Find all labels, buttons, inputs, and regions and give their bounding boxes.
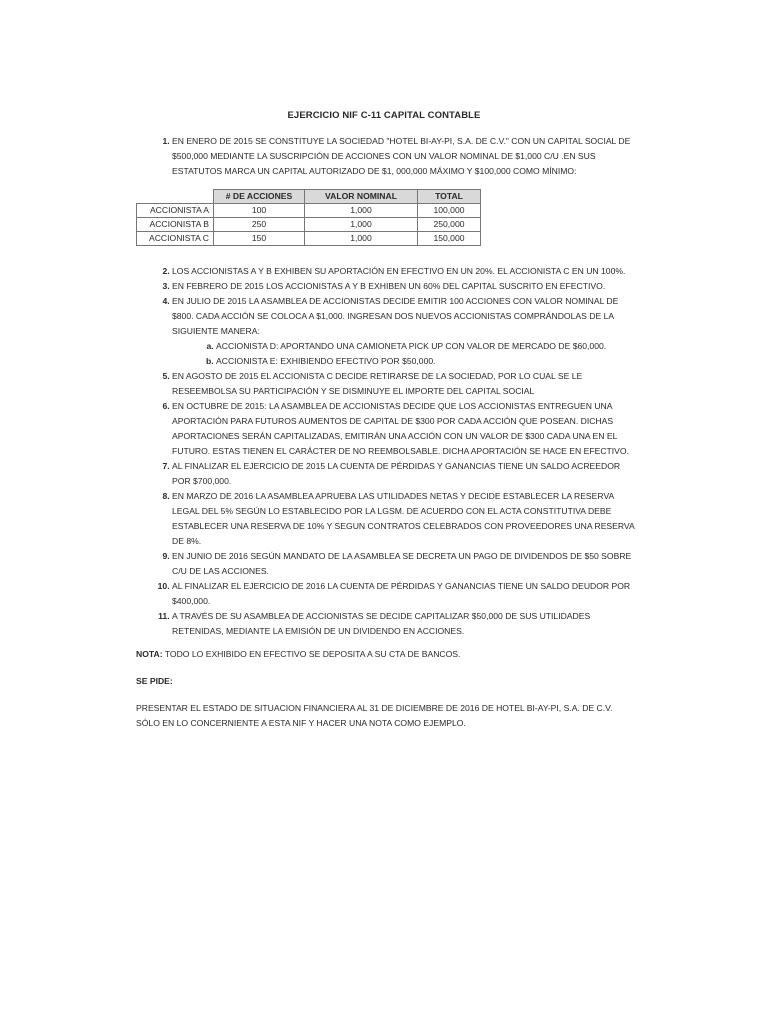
table-cell: 150,000 xyxy=(418,232,481,246)
table-cell: ACCIONISTA B xyxy=(137,218,214,232)
document-body xyxy=(136,134,636,731)
table-cell: 1,000 xyxy=(305,218,418,232)
table-header: TOTAL xyxy=(418,190,481,204)
sub-list-item: b. ACCIONISTA E: EXHIBIENDO EFECTIVO POR $50,000. xyxy=(216,354,636,369)
list-item: 9. EN JUNIO DE 2016 SEGÚN MANDATO DE LA ASAMBLEA SE DECRETA UN PAGO DE DIVIDENDOS DE $50 SOBRE C/U DE LAS ACCIONES. xyxy=(172,549,636,579)
item-text: EN ENERO DE 2015 SE CONSTITUYE LA SOCIEDAD "HOTEL BI-AY-PI, S.A. DE C.V." CON UN CAPITAL SOCIAL DE $500,000 MEDIANTE LA SUSCRIPCIÓN DE ACCIONES CON UN VALOR NOMINAL DE $1,000 C/U .EN SUS ESTATUTOS MARCA UN CAPITAL AUTORIZADO DE $1, 000,000 MÁXIMO Y $100,000 COMO MÍNIMO: xyxy=(172,136,631,176)
item-text: EN JULIO DE 2015 LA ASAMBLEA DE ACCIONISTAS DECIDE EMITIR 100 ACCIONES CON VALOR NOMINAL DE $800. CADA ACCIÓN SE COLOCA A $1,000. INGRESAN DOS NUEVOS ACCIONISTAS COMPRÁNDOLAS DE LA SIGUIENTE MANERA: xyxy=(172,296,619,336)
table-cell: 250,000 xyxy=(418,218,481,232)
table-header: # DE ACCIONES xyxy=(214,190,305,204)
table-corner xyxy=(137,190,214,204)
table-cell: 100,000 xyxy=(418,204,481,218)
shareholder-table xyxy=(136,189,481,246)
list-item: 5. EN AGOSTO DE 2015 EL ACCIONISTA C DECIDE RETIRARSE DE LA SOCIEDAD, POR LO CUAL SE LE RESEEMBOLSA SU PARTICIPACIÓN Y SE DISMINUYE EL IMPORTE DEL CAPITAL SOCIAL xyxy=(172,369,636,399)
note-label: NOTA: xyxy=(136,649,163,659)
table-row xyxy=(137,218,481,232)
table-cell: 250 xyxy=(214,218,305,232)
sub-list xyxy=(172,339,636,369)
list-item: 3. EN FEBRERO DE 2015 LOS ACCIONISTAS A Y B EXHIBEN UN 60% DEL CAPITAL SUSCRITO EN EFECTIVO. xyxy=(172,279,636,294)
sub-list-item: a. ACCIONISTA D: APORTANDO UNA CAMIONETA PICK UP CON VALOR DE MERCADO DE $60,000. xyxy=(216,339,636,354)
table-header-row xyxy=(137,190,481,204)
table-cell: 1,000 xyxy=(305,204,418,218)
table-cell: ACCIONISTA A xyxy=(137,204,214,218)
table-cell: 150 xyxy=(214,232,305,246)
note xyxy=(136,647,636,662)
table-cell: ACCIONISTA C xyxy=(137,232,214,246)
list-item: 7. AL FINALIZAR EL EJERCICIO DE 2015 LA CUENTA DE PÉRDIDAS Y GANANCIAS TIENE UN SALDO ACREEDOR POR $700,000. xyxy=(172,459,636,489)
list-item: 10. AL FINALIZAR EL EJERCICIO DE 2016 LA CUENTA DE PÉRDIDAS Y GANANCIAS TIENE UN SALDO DEUDOR POR $400,000. xyxy=(172,579,636,609)
table-cell: 100 xyxy=(214,204,305,218)
shareholder-table-wrap xyxy=(136,189,636,246)
list-item: 6. EN OCTUBRE DE 2015: LA ASAMBLEA DE ACCIONISTAS DECIDE QUE LOS ACCIONISTAS ENTREGUEN UNA APORTACIÓN PARA FUTUROS AUMENTOS DE CAPITAL DE $300 POR CADA ACCIÓN QUE POSEAN. DICHAS APORTACIONES SERÁN CAPITALIZADAS, EMITIRÁN UNA ACCIÓN CON UN VALOR DE $300 CADA UNA EN EL FUTURO. ESTAS TIENEN EL CARÁCTER DE NO REEMBOLSABLE. DICHA APORTACIÓN SE HACE EN EFECTIVO. xyxy=(172,399,636,459)
document-title: EJERCICIO NIF C-11 CAPITAL CONTABLE xyxy=(287,110,481,121)
final-instruction: PRESENTAR EL ESTADO DE SITUACION FINANCIERA AL 31 DE DICIEMBRE DE 2016 DE HOTEL BI-AY-PI, S.A. DE C.V. SÓLO EN LO CONCERNIENTE A ESTA NIF Y HACER UNA NOTA COMO EJEMPLO. xyxy=(136,703,613,728)
table-row xyxy=(137,232,481,246)
exercise-list xyxy=(136,134,636,639)
list-item: 2. LOS ACCIONISTAS A Y B EXHIBEN SU APORTACIÓN EN EFECTIVO EN UN 20%. EL ACCIONISTA C EN UN 100%. xyxy=(172,264,636,279)
note-text: TODO LO EXHIBIDO EN EFECTIVO SE DEPOSITA A SU CTA DE BANCOS. xyxy=(162,649,461,659)
se-pide-heading: SE PIDE: xyxy=(136,676,173,686)
table-header: VALOR NOMINAL xyxy=(305,190,418,204)
list-item: 8. EN MARZO DE 2016 LA ASAMBLEA APRUEBA LAS UTILIDADES NETAS Y DECIDE ESTABLECER LA RESERVA LEGAL DEL 5% SEGÚN LO ESTABLECIDO POR LA LGSM. DE ACUERDO CON EL ACTA CONSTITUTIVA DEBE ESTABLECER UNA RESERVA DE 10% Y SEGUN CONTRATOS CELEBRADOS CON PROVEEDORES UNA RESERVA DE 8%. xyxy=(172,489,636,549)
list-item xyxy=(148,134,636,246)
list-item xyxy=(172,294,636,369)
table-cell: 1,000 xyxy=(305,232,418,246)
list-item: 11. A TRAVÉS DE SU ASAMBLEA DE ACCIONISTAS SE DECIDE CAPITALIZAR $50,000 DE SUS UTILIDADES RETENIDAS, MEDIANTE LA EMISIÓN DE UN DIVIDENDO EN ACCIONES. xyxy=(172,609,636,639)
table-row xyxy=(137,204,481,218)
